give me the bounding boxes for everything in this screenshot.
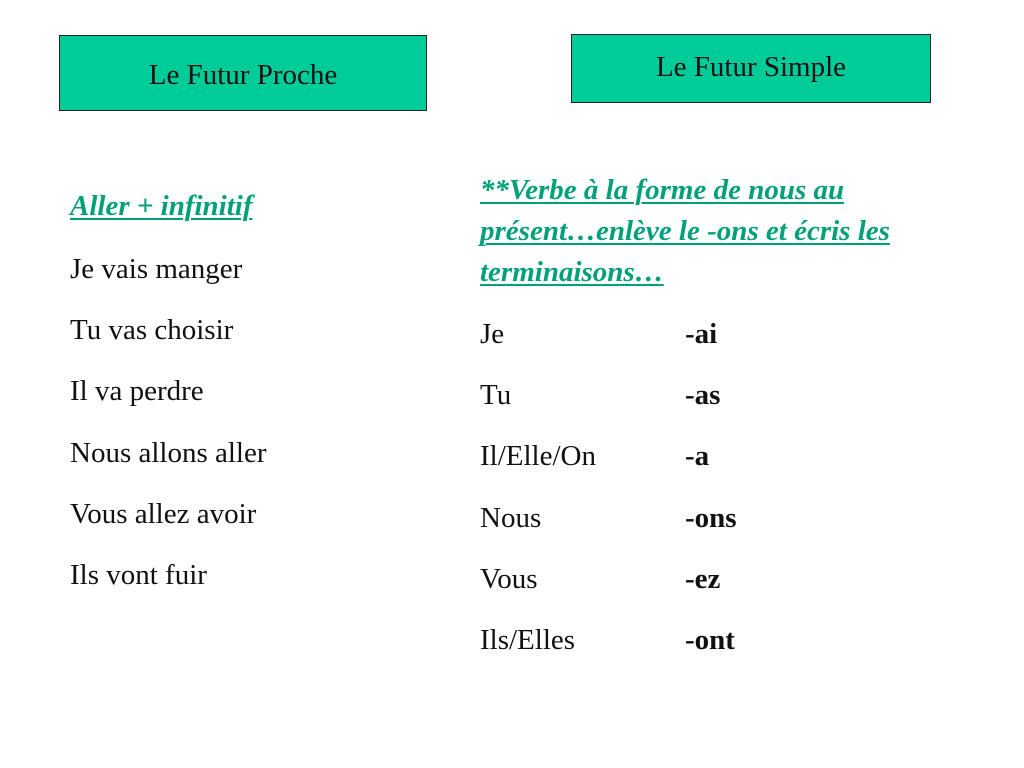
futur-proche-example: Ils vont fuir: [70, 559, 207, 591]
futur-proche-example: Tu vas choisir: [70, 314, 234, 346]
futur-simple-heading-line: terminaisons…: [480, 256, 664, 288]
futur-proche-title: Le Futur Proche: [148, 58, 338, 91]
futur-simple-pronoun: Il/Elle/On: [480, 440, 596, 472]
futur-proche-example: Je vais manger: [70, 253, 243, 285]
futur-simple-heading-line: **Verbe à la forme de nous au: [480, 174, 845, 206]
futur-proche-example: Il va perdre: [70, 375, 204, 407]
futur-proche-heading: Aller + infinitif: [70, 190, 253, 222]
futur-simple-heading-line: présent…enlève le -ons et écris les: [480, 215, 890, 247]
futur-simple-pronoun: Tu: [480, 379, 512, 411]
futur-simple-ending: -ai: [685, 318, 718, 350]
futur-simple-ending: -as: [685, 379, 721, 411]
futur-simple-pronoun: Ils/Elles: [480, 624, 576, 656]
futur-simple-pronoun: Je: [480, 318, 505, 350]
futur-simple-ending: -a: [685, 440, 710, 472]
futur-simple-pronoun: Vous: [480, 563, 538, 595]
futur-simple-ending: -ont: [685, 624, 735, 656]
futur-simple-title-box: [571, 34, 931, 103]
futur-proche-example: Nous allons aller: [70, 437, 267, 469]
futur-proche-example: Vous allez avoir: [70, 498, 257, 530]
futur-proche-title-box: [59, 35, 427, 111]
futur-simple-ending: -ons: [685, 502, 737, 534]
futur-simple-heading: [480, 170, 980, 293]
futur-simple-pronoun: Nous: [480, 502, 542, 534]
futur-simple-title: Le Futur Simple: [655, 51, 847, 83]
futur-simple-ending: -ez: [685, 563, 721, 595]
